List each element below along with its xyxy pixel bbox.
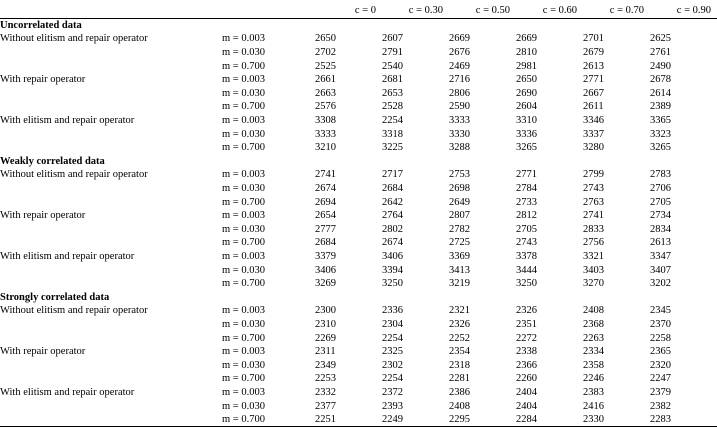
empty-cell: [0, 263, 222, 277]
value-cell: 3250: [516, 278, 537, 290]
group-label: Without elitism and repair operator: [0, 305, 148, 317]
group-label: With repair operator: [0, 210, 86, 222]
empty-cell: [0, 236, 222, 250]
value-cell: 3318: [382, 128, 403, 140]
value-cell: 2706: [650, 183, 671, 195]
table-row: [0, 168, 717, 182]
value-cell: 2669: [449, 33, 470, 45]
empty-cell: [0, 223, 222, 237]
value-cell: 2254: [382, 332, 403, 344]
value-cell: 2717: [382, 169, 403, 181]
mutation-rate-label: m = 0.030: [222, 87, 265, 99]
value-cell: 3310: [516, 115, 537, 127]
value-cell: 2269: [315, 332, 336, 344]
value-cell: 3444: [516, 264, 537, 276]
value-cell: 2791: [382, 47, 403, 59]
table-row: [0, 100, 717, 114]
group-label: Without elitism and repair operator: [0, 33, 148, 45]
group-label: With elitism and repair operator: [0, 386, 135, 398]
value-cell: 2698: [449, 183, 470, 195]
empty-cell: [0, 182, 222, 196]
value-cell: 2404: [516, 386, 537, 398]
value-cell: 2272: [516, 332, 537, 344]
value-cell: 2613: [583, 60, 604, 72]
value-cell: 2834: [650, 223, 671, 235]
value-cell: 2304: [382, 318, 403, 330]
column-header: c = 0.60: [542, 5, 577, 17]
value-cell: 2332: [315, 386, 336, 398]
value-cell: 2377: [315, 400, 336, 412]
value-cell: 2318: [449, 359, 470, 371]
value-cell: 2734: [650, 210, 671, 222]
value-cell: 2382: [650, 400, 671, 412]
empty-cell: [0, 195, 222, 209]
value-cell: 3378: [516, 250, 537, 262]
value-cell: 2251: [315, 414, 336, 426]
table-row: [0, 127, 717, 141]
value-cell: 2249: [382, 414, 403, 426]
value-cell: 2389: [650, 101, 671, 113]
value-cell: 2281: [449, 373, 470, 385]
group-label: With repair operator: [0, 346, 86, 358]
value-cell: 3288: [449, 142, 470, 154]
value-cell: 3225: [382, 142, 403, 154]
value-cell: 2743: [516, 237, 537, 249]
table-row: [0, 46, 717, 60]
value-cell: 2326: [449, 318, 470, 330]
value-cell: 3346: [583, 115, 604, 127]
value-cell: 3323: [650, 128, 671, 140]
mutation-rate-label: m = 0.700: [222, 237, 265, 249]
value-cell: 2661: [315, 74, 336, 86]
value-cell: 2642: [382, 196, 403, 208]
value-cell: 3407: [650, 264, 671, 276]
value-cell: 3333: [315, 128, 336, 140]
value-cell: 2716: [449, 74, 470, 86]
value-cell: 2654: [315, 210, 336, 222]
value-cell: 2404: [516, 400, 537, 412]
value-cell: 2783: [650, 169, 671, 181]
value-cell: 2321: [449, 305, 470, 317]
value-cell: 2354: [449, 346, 470, 358]
mutation-rate-label: m = 0.030: [222, 264, 265, 276]
section-row: [0, 18, 717, 32]
table-row: [0, 304, 717, 318]
value-cell: 2676: [449, 47, 470, 59]
empty-cell: [0, 399, 222, 413]
table-row: [0, 114, 717, 128]
value-cell: 2295: [449, 414, 470, 426]
value-cell: 2981: [516, 60, 537, 72]
value-cell: 2743: [583, 183, 604, 195]
value-cell: 2741: [583, 210, 604, 222]
value-cell: 2540: [382, 60, 403, 72]
column-header: c = 0.70: [609, 5, 644, 17]
value-cell: 2408: [449, 400, 470, 412]
value-cell: 2254: [382, 115, 403, 127]
mutation-rate-label: m = 0.700: [222, 60, 265, 72]
column-header: c = 0: [354, 5, 376, 17]
value-cell: 2753: [449, 169, 470, 181]
mutation-rate-label: m = 0.030: [222, 183, 265, 195]
table-row: [0, 277, 717, 291]
mutation-rate-label: m = 0.700: [222, 101, 265, 113]
section-title: Strongly correlated data: [0, 291, 110, 303]
value-cell: 2650: [516, 74, 537, 86]
table-row: [0, 32, 717, 46]
value-cell: 2771: [583, 74, 604, 86]
value-cell: 2756: [583, 237, 604, 249]
table-row: [0, 386, 717, 400]
value-cell: 2383: [583, 386, 604, 398]
table-header: [0, 4, 717, 18]
value-cell: 2336: [382, 305, 403, 317]
value-cell: 2761: [650, 47, 671, 59]
value-cell: 2725: [449, 237, 470, 249]
value-cell: 3394: [382, 264, 403, 276]
value-cell: 2678: [650, 74, 671, 86]
header-row: [0, 4, 717, 18]
value-cell: 2705: [516, 223, 537, 235]
section-row: [0, 290, 717, 304]
mutation-rate-label: m = 0.003: [222, 346, 265, 358]
mutation-rate-label: m = 0.030: [222, 359, 265, 371]
value-cell: 2802: [382, 223, 403, 235]
value-cell: 2283: [650, 414, 671, 426]
value-cell: 2690: [516, 87, 537, 99]
value-cell: 3265: [516, 142, 537, 154]
section-row: [0, 155, 717, 169]
value-cell: 2614: [650, 87, 671, 99]
value-cell: 2302: [382, 359, 403, 371]
mutation-rate-label: m = 0.700: [222, 414, 265, 426]
mutation-rate-label: m = 0.700: [222, 278, 265, 290]
value-cell: 2258: [650, 332, 671, 344]
value-cell: 2334: [583, 346, 604, 358]
empty-cell: [0, 141, 222, 155]
table-row: [0, 372, 717, 386]
value-cell: 2650: [315, 33, 336, 45]
table-row: [0, 331, 717, 345]
value-cell: 2613: [650, 237, 671, 249]
value-cell: 2763: [583, 196, 604, 208]
value-cell: 3330: [449, 128, 470, 140]
value-cell: 2368: [583, 318, 604, 330]
value-cell: 2311: [315, 346, 336, 358]
value-cell: 3365: [650, 115, 671, 127]
empty-cell: [0, 46, 222, 60]
value-cell: 2607: [382, 33, 403, 45]
value-cell: 2694: [315, 196, 336, 208]
value-cell: 3308: [315, 115, 336, 127]
value-cell: 3406: [382, 250, 403, 262]
table-row: [0, 73, 717, 87]
value-cell: 2408: [583, 305, 604, 317]
value-cell: 2528: [382, 101, 403, 113]
value-cell: 2702: [315, 47, 336, 59]
value-cell: 2300: [315, 305, 336, 317]
value-cell: 2358: [583, 359, 604, 371]
mutation-rate-label: m = 0.003: [222, 210, 265, 222]
table-row: [0, 345, 717, 359]
value-cell: 2345: [650, 305, 671, 317]
column-header: c = 0.50: [475, 5, 510, 17]
results-table: [0, 4, 717, 427]
mutation-rate-label: m = 0.700: [222, 373, 265, 385]
mutation-rate-label: m = 0.030: [222, 128, 265, 140]
group-label: With elitism and repair operator: [0, 250, 135, 262]
value-cell: 2812: [516, 210, 537, 222]
table-row: [0, 141, 717, 155]
value-cell: 3210: [315, 142, 336, 154]
empty-cell: [0, 87, 222, 101]
value-cell: 2246: [583, 373, 604, 385]
value-cell: 3333: [449, 115, 470, 127]
value-cell: 2771: [516, 169, 537, 181]
empty-cell: [0, 358, 222, 372]
value-cell: 3270: [583, 278, 604, 290]
value-cell: 2669: [516, 33, 537, 45]
mutation-rate-label: m = 0.030: [222, 47, 265, 59]
value-cell: 2263: [583, 332, 604, 344]
table-row: [0, 87, 717, 101]
value-cell: 2325: [382, 346, 403, 358]
value-cell: 3321: [583, 250, 604, 262]
value-cell: 3219: [449, 278, 470, 290]
value-cell: 2379: [650, 386, 671, 398]
table-row: [0, 399, 717, 413]
value-cell: 2784: [516, 183, 537, 195]
section-title: Weakly correlated data: [0, 155, 105, 167]
value-cell: 2338: [516, 346, 537, 358]
value-cell: 3280: [583, 142, 604, 154]
value-cell: 2330: [583, 414, 604, 426]
mutation-rate-label: m = 0.030: [222, 318, 265, 330]
mutation-rate-label: m = 0.003: [222, 33, 265, 45]
value-cell: 2370: [650, 318, 671, 330]
empty-cell: [0, 331, 222, 345]
value-cell: 2777: [315, 223, 336, 235]
value-cell: 3379: [315, 250, 336, 262]
value-cell: 2625: [650, 33, 671, 45]
value-cell: 2810: [516, 47, 537, 59]
value-cell: 2782: [449, 223, 470, 235]
value-cell: 3337: [583, 128, 604, 140]
mutation-rate-label: m = 0.003: [222, 305, 265, 317]
value-cell: 2284: [516, 414, 537, 426]
mutation-rate-label: m = 0.030: [222, 400, 265, 412]
empty-cell: [0, 318, 222, 332]
value-cell: 2806: [449, 87, 470, 99]
empty-cell: [0, 59, 222, 73]
table-row: [0, 182, 717, 196]
value-cell: 3336: [516, 128, 537, 140]
mutation-rate-label: m = 0.030: [222, 223, 265, 235]
empty-cell: [0, 100, 222, 114]
value-cell: 2667: [583, 87, 604, 99]
table-row: [0, 250, 717, 264]
value-cell: 2611: [583, 101, 604, 113]
value-cell: 2320: [650, 359, 671, 371]
header-empty-cell: [0, 4, 222, 18]
empty-cell: [0, 277, 222, 291]
value-cell: 2525: [315, 60, 336, 72]
value-cell: 2604: [516, 101, 537, 113]
value-cell: 2590: [449, 101, 470, 113]
value-cell: 2254: [382, 373, 403, 385]
mutation-rate-label: m = 0.003: [222, 74, 265, 86]
value-cell: 3269: [315, 278, 336, 290]
value-cell: 3403: [583, 264, 604, 276]
value-cell: 2681: [382, 74, 403, 86]
value-cell: 2253: [315, 373, 336, 385]
table-row: [0, 223, 717, 237]
value-cell: 2807: [449, 210, 470, 222]
mutation-rate-label: m = 0.003: [222, 169, 265, 181]
value-cell: 2701: [583, 33, 604, 45]
value-cell: 2247: [650, 373, 671, 385]
value-cell: 2799: [583, 169, 604, 181]
mutation-rate-label: m = 0.700: [222, 196, 265, 208]
value-cell: 2393: [382, 400, 403, 412]
value-cell: 2365: [650, 346, 671, 358]
value-cell: 3202: [650, 278, 671, 290]
mutation-rate-label: m = 0.003: [222, 250, 265, 262]
group-label: Without elitism and repair operator: [0, 169, 148, 181]
mutation-rate-label: m = 0.003: [222, 115, 265, 127]
value-cell: 2674: [382, 237, 403, 249]
value-cell: 2416: [583, 400, 604, 412]
value-cell: 2576: [315, 101, 336, 113]
table-row: [0, 358, 717, 372]
value-cell: 3406: [315, 264, 336, 276]
value-cell: 2653: [382, 87, 403, 99]
value-cell: 2684: [382, 183, 403, 195]
value-cell: 2764: [382, 210, 403, 222]
table-row: [0, 263, 717, 277]
value-cell: 2372: [382, 386, 403, 398]
empty-cell: [0, 372, 222, 386]
mutation-rate-label: m = 0.700: [222, 142, 265, 154]
value-cell: 2326: [516, 305, 537, 317]
value-cell: 2351: [516, 318, 537, 330]
value-cell: 2733: [516, 196, 537, 208]
value-cell: 2366: [516, 359, 537, 371]
value-cell: 2741: [315, 169, 336, 181]
value-cell: 2469: [449, 60, 470, 72]
column-header: c = 0.90: [676, 5, 711, 17]
value-cell: 2684: [315, 237, 336, 249]
value-cell: 3250: [382, 278, 403, 290]
value-cell: 2260: [516, 373, 537, 385]
empty-cell: [0, 127, 222, 141]
group-label: With elitism and repair operator: [0, 115, 135, 127]
value-cell: 3265: [650, 142, 671, 154]
table-row: [0, 195, 717, 209]
value-cell: 2705: [650, 196, 671, 208]
value-cell: 2490: [650, 60, 671, 72]
value-cell: 2310: [315, 318, 336, 330]
mutation-rate-label: m = 0.003: [222, 386, 265, 398]
table-row: [0, 236, 717, 250]
table-row: [0, 59, 717, 73]
table-body: [0, 18, 717, 427]
group-label: With repair operator: [0, 74, 86, 86]
value-cell: 2663: [315, 87, 336, 99]
value-cell: 2349: [315, 359, 336, 371]
section-title: Uncorrelated data: [0, 19, 82, 31]
header-empty-cell: [222, 4, 315, 18]
value-cell: 2649: [449, 196, 470, 208]
value-cell: 2386: [449, 386, 470, 398]
table-row: [0, 209, 717, 223]
value-cell: 3413: [449, 264, 470, 276]
value-cell: 2679: [583, 47, 604, 59]
value-cell: 3369: [449, 250, 470, 262]
column-header: c = 0.30: [408, 5, 443, 17]
value-cell: 2674: [315, 183, 336, 195]
value-cell: 3347: [650, 250, 671, 262]
table-row: [0, 318, 717, 332]
value-cell: 2833: [583, 223, 604, 235]
mutation-rate-label: m = 0.700: [222, 332, 265, 344]
value-cell: 2252: [449, 332, 470, 344]
